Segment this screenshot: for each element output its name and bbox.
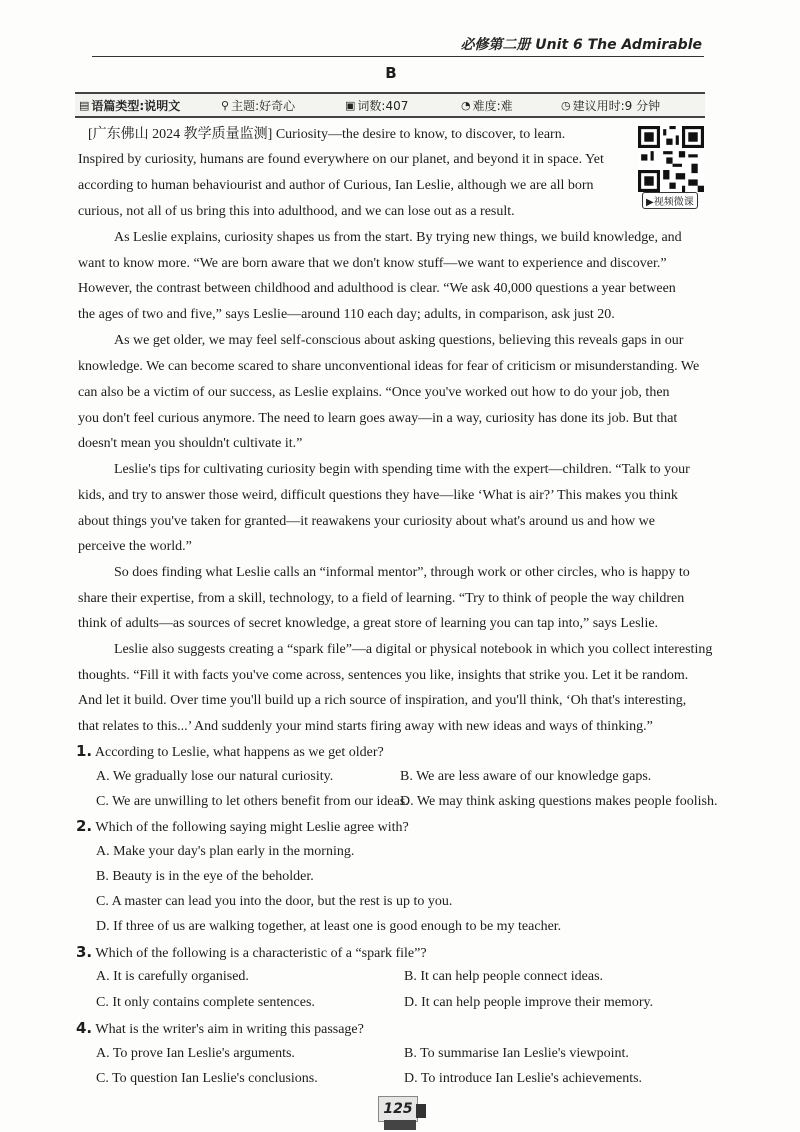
genre-label: 语篇类型:说明文 [91, 98, 181, 113]
option-3d[interactable]: D. It can help people improve their memory. [404, 995, 654, 1010]
topic-item [221, 97, 345, 114]
topic-label: 主题:好奇心 [231, 98, 296, 113]
option-2c[interactable]: C. A master can lead you into the door, but the rest is up to you. [96, 894, 453, 909]
time-label: 建议用时:9 分钟 [572, 98, 661, 113]
passage-line: As Leslie explains, curiosity shapes us from the start. By trying new things, we build knowledge, and [114, 230, 682, 245]
book-icon: ▤ [79, 98, 90, 112]
question-text: What is the writer's aim in writing this passage? [95, 1022, 364, 1037]
page-number-decoration [416, 1104, 426, 1118]
book-unit-header: 必修第二册 Unit 6 The Admirable [460, 37, 702, 53]
question-4: 4. What is the writer's aim in writing this passage? [76, 1019, 364, 1037]
option-3a[interactable]: A. It is carefully organised. [96, 969, 249, 984]
passage-line: Inspired by curiosity, humans are found everywhere on our planet, and beyond it in space. Yet [78, 152, 604, 167]
search-icon: ⚲ [221, 98, 230, 112]
time-item [561, 97, 660, 114]
option-4d[interactable]: D. To introduce Ian Leslie's achievements. [404, 1071, 643, 1086]
passage-line: perceive the world.” [78, 539, 192, 554]
question-3: 3. Which of the following is a characteristic of a “spark file”? [76, 943, 427, 961]
passage-line: Leslie's tips for cultivating curiosity begin with spending time with the expert—children. “Talk to your [114, 462, 690, 477]
info-bar [75, 92, 705, 118]
question-text: According to Leslie, what happens as we get older? [94, 745, 384, 760]
passage-line: about things you've taken for granted—it reawakens your curiosity about what's around us and how we [78, 514, 655, 529]
passage-line: share their expertise, from a skill, technology, to a field of learning. “Try to think of people the way children [78, 591, 685, 606]
passage-line: according to human behaviourist and author of Curious, Ian Leslie, although we are all born [78, 178, 594, 193]
qr-code-icon[interactable] [638, 126, 704, 192]
section-letter: B [385, 64, 397, 82]
header-rule [92, 56, 704, 57]
passage-line: [广东佛山 2024 教学质量监测] Curiosity—the desire to know, to discover, to learn. [88, 127, 566, 142]
play-icon: ▶ [646, 197, 654, 208]
passage-line: Leslie also suggests creating a “spark file”—a digital or physical notebook in which you collect interesting [114, 642, 713, 657]
option-1c[interactable]: C. We are unwilling to let others benefit from our ideas. [96, 794, 409, 809]
passage-line: As we get older, we may feel self-conscious about asking questions, believing this reveals gaps in our [114, 333, 684, 348]
option-1a[interactable]: A. We gradually lose our natural curiosity. [96, 769, 334, 784]
passage-line: can also be a victim of our success, as Leslie explains. “Once you've worked out how to do your job, then [78, 385, 670, 400]
document-icon: ▣ [345, 98, 356, 112]
passage-line: want to know more. “We are born aware that we don't know stuff—we want to experience and discover.” [78, 256, 667, 271]
option-4a[interactable]: A. To prove Ian Leslie's arguments. [96, 1046, 295, 1061]
page-number-decoration [384, 1120, 416, 1130]
difficulty-icon: ◔ [461, 98, 471, 112]
passage-line: think of adults—as sources of secret knowledge, a great store of learning you can tap into,” says Leslie. [78, 616, 659, 631]
passage-line: However, the contrast between childhood and adulthood is clear. “We ask 40,000 questions a year between [78, 281, 676, 296]
difficulty-item [461, 97, 561, 114]
option-1d[interactable]: D. We may think asking questions makes people foolish. [400, 794, 718, 809]
passage-line: kids, and try to answer those weird, difficult questions they have—like ‘What is air?’ This makes you think [78, 488, 678, 503]
question-text: Which of the following is a characteristic of a “spark file”? [95, 946, 427, 961]
option-4c[interactable]: C. To question Ian Leslie's conclusions. [96, 1071, 318, 1086]
passage-line: you don't feel curious anymore. The need to learn goes away—in a way, curiosity has done its job. But that [78, 411, 678, 426]
video-lesson-label[interactable]: ▶视频微课 [642, 192, 698, 209]
passage-line: knowledge. We can become scared to share unconventional ideas for fear of criticism or misunderstanding. We [78, 359, 700, 374]
question-2: 2. Which of the following saying might Leslie agree with? [76, 817, 409, 835]
option-2a[interactable]: A. Make your day's plan early in the morning. [96, 844, 355, 859]
clock-icon: ◷ [561, 98, 571, 112]
option-1b[interactable]: B. We are less aware of our knowledge gaps. [400, 769, 652, 784]
passage-line: doesn't mean you shouldn't cultivate it.” [78, 436, 303, 451]
genre-item [79, 97, 221, 114]
option-4b[interactable]: B. To summarise Ian Leslie's viewpoint. [404, 1046, 629, 1061]
question-text: Which of the following saying might Leslie agree with? [95, 820, 409, 835]
passage-line: And let it build. Over time you'll build up a rich source of inspiration, and you'll think, ‘Oh that's interesting, [78, 693, 687, 708]
passage-line: So does finding what Leslie calls an “informal mentor”, through work or other circles, who is happy to [114, 565, 690, 580]
passage-line: curious, not all of us bring this into adulthood, and we can lose out as a result. [78, 204, 515, 219]
word-count-label: 词数:407 [357, 98, 409, 113]
passage-line: the ages of two and five,” says Leslie—around 110 each day; adults, in comparison, ask just 20. [78, 307, 615, 322]
page-number: 125 [378, 1096, 418, 1122]
word-count-item [345, 97, 461, 114]
passage-line: thoughts. “Fill it with facts you've come across, sentences you like, insights that strike you. Let it be random. [78, 668, 689, 683]
option-3c[interactable]: C. It only contains complete sentences. [96, 995, 315, 1010]
question-1: 1. According to Leslie, what happens as we get older? [76, 742, 384, 760]
difficulty-label: 难度:难 [472, 98, 513, 113]
passage-line: that relates to this...’ And suddenly your mind starts firing away with new ideas and ways of thinking.” [78, 719, 653, 734]
option-3b[interactable]: B. It can help people connect ideas. [404, 969, 604, 984]
option-2d[interactable]: D. If three of us are walking together, at least one is good enough to be my teacher. [96, 919, 562, 934]
option-2b[interactable]: B. Beauty is in the eye of the beholder. [96, 869, 314, 884]
